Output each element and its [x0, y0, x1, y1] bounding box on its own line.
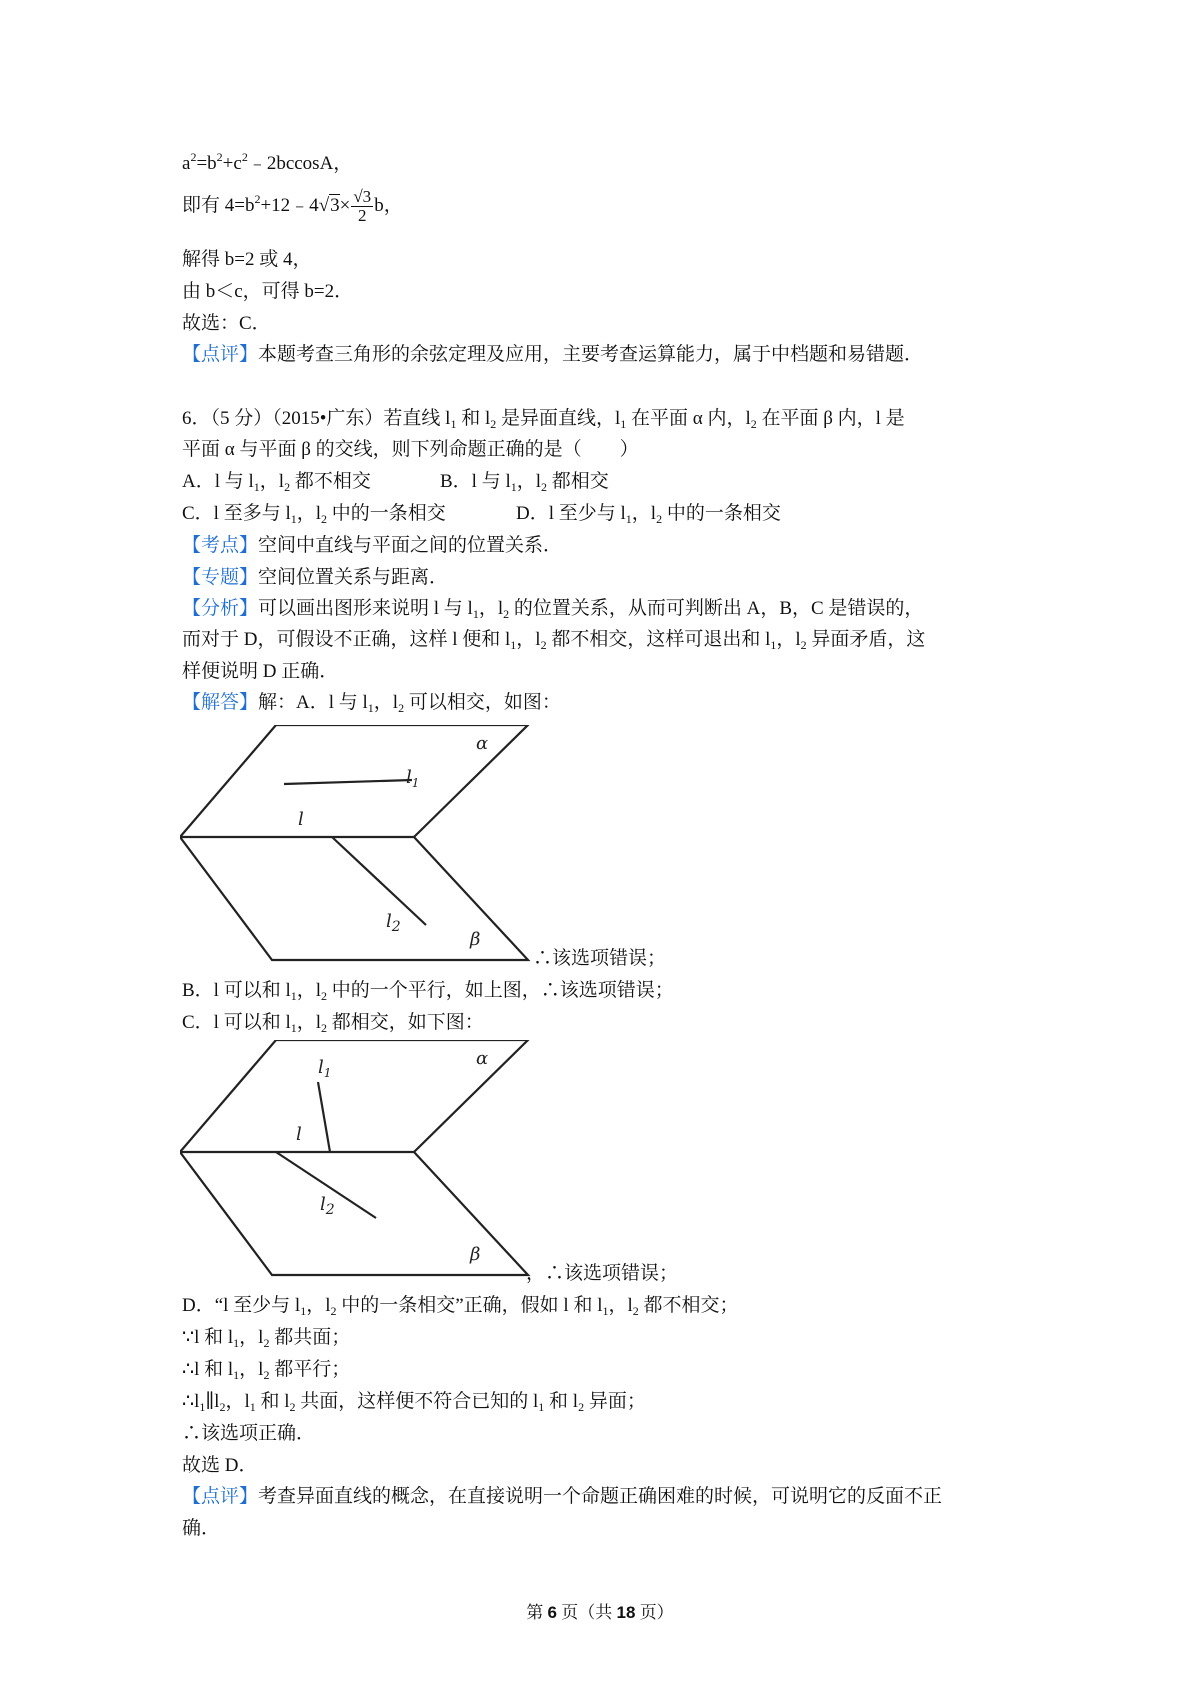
tag-kaodian: 【考点】: [182, 535, 259, 556]
jieda-line-1: 【解答】解：A．l 与 $l_1$，$l_2$ 可以相交，如图：: [182, 692, 561, 715]
label-l1: $l_1$: [406, 767, 420, 790]
label-beta: β: [470, 1244, 481, 1265]
figure-1-caption: ∴该选项错误；: [533, 948, 667, 969]
line-l1: [318, 1082, 330, 1152]
tag-jieda: 【解答】: [182, 692, 259, 713]
fenxi-line-1: 【分析】可以画出图形来说明 l 与 $l_1$，$l_2$ 的位置关系，从而可判断出 A，B，C 是错误的，: [182, 598, 924, 621]
label-alpha: α: [476, 1048, 489, 1069]
figure-2-caption: ，∴该选项错误；: [526, 1263, 679, 1284]
current-page: 6: [547, 1603, 558, 1622]
comment-prev: 【点评】本题考查三角形的余弦定理及应用，主要考查运算能力，属于中档题和易错题．: [182, 344, 924, 365]
solve-line: 解得 b=2 或 4，: [182, 249, 312, 270]
label-alpha: α: [476, 733, 489, 754]
kaodian-line: 【考点】空间中直线与平面之间的位置关系．: [182, 535, 563, 556]
tag-zhuanti: 【专题】: [182, 567, 259, 588]
label-l2: $l_2$: [386, 911, 401, 935]
jieda-d: D．“l 至少与 $l_1$，$l_2$ 中的一条相交”正确，假如 l 和 $l_1$，$l_2$ 都不相交；: [182, 1295, 739, 1318]
jieda-c: C．l 可以和 $l_1$，$l_2$ 都相交，如下图：: [182, 1012, 484, 1035]
reason-3: $\therefore l_1\parallel l_2$，$l_1$ 和 $l_2$ 共面，这样便不符合已知的 $l_1$ 和 $l_2$ 异面；: [182, 1391, 646, 1414]
equation-cosine-law: $a^2=b^2+c^2﹣2bccosA$，: [182, 150, 353, 174]
jieda-b: B．l 可以和 $l_1$，$l_2$ 中的一个平行，如上图，∴该选项错误；: [182, 980, 674, 1003]
comment-6-line-2: 确．: [182, 1518, 221, 1539]
answer-6: 故选 D．: [182, 1455, 258, 1476]
label-l: l: [296, 1124, 302, 1145]
fraction-sqrt3-over-2: $\frac{√3}{2}$: [353, 187, 372, 225]
option-c: C．l 至多与 $l_1$，$l_2$ 中的一条相交: [182, 503, 446, 526]
figure-planes-case-c: [180, 1040, 540, 1280]
answer-line: 故选：C．: [182, 313, 271, 334]
page-footer: 第 6 页（共 18 页）: [526, 1603, 674, 1622]
tag-dianping: 【点评】: [182, 344, 259, 365]
reason-4: ∴该选项正确．: [182, 1423, 316, 1444]
condition-line: 由 b＜c，可得 b=2．: [182, 281, 354, 302]
reason-2: ∴l 和 $l_1$，$l_2$ 都平行；: [182, 1359, 351, 1382]
comment-6-line-1: 【点评】考查异面直线的概念，在直接说明一个命题正确困难的时候，可说明它的反面不正: [182, 1486, 943, 1507]
question-6-stem-1: 6．（5 分）（2015•广东）若直线 $l_1$ 和 $l_2$ 是异面直线，$l_1$ 在平面 α 内，$l_2$ 在平面 β 内，l 是: [182, 408, 905, 431]
fenxi-line-3: 样便说明 D 正确．: [182, 661, 339, 682]
label-beta: β: [470, 929, 481, 950]
question-6-stem-2: 平面 α 与平面 β 的交线，则下列命题正确的是（ ）: [182, 439, 639, 460]
zhuanti-line: 【专题】空间位置关系与距离．: [182, 567, 449, 588]
tag-dianping-6: 【点评】: [182, 1486, 259, 1507]
tag-fenxi: 【分析】: [182, 598, 259, 619]
total-pages: 18: [616, 1603, 636, 1622]
option-a: A．l 与 $l_1$，$l_2$ 都不相交: [182, 471, 371, 494]
option-d: D．l 至少与 $l_1$，$l_2$ 中的一条相交: [516, 503, 781, 526]
line-l2: [332, 837, 426, 925]
reason-1: ∵l 和 $l_1$，$l_2$ 都共面；: [182, 1327, 351, 1350]
label-l2: $l_2$: [320, 1194, 335, 1218]
line-l1: [284, 780, 412, 784]
label-l: l: [298, 809, 304, 830]
figure-planes-case-a: [180, 725, 540, 965]
option-b: B．l 与 $l_1$，$l_2$ 都相交: [440, 471, 609, 494]
label-l1: $l_1$: [318, 1057, 332, 1080]
equation-substitution: 即有 $4=b^2+12﹣4√3\times$ $\frac{√3}{2}$ b，: [182, 187, 403, 225]
fenxi-line-2: 而对于 D，可假设不正确，这样 l 便和 $l_1$，$l_2$ 都不相交，这样可退出和 $l_1$，$l_2$ 异面矛盾，这: [182, 629, 926, 652]
